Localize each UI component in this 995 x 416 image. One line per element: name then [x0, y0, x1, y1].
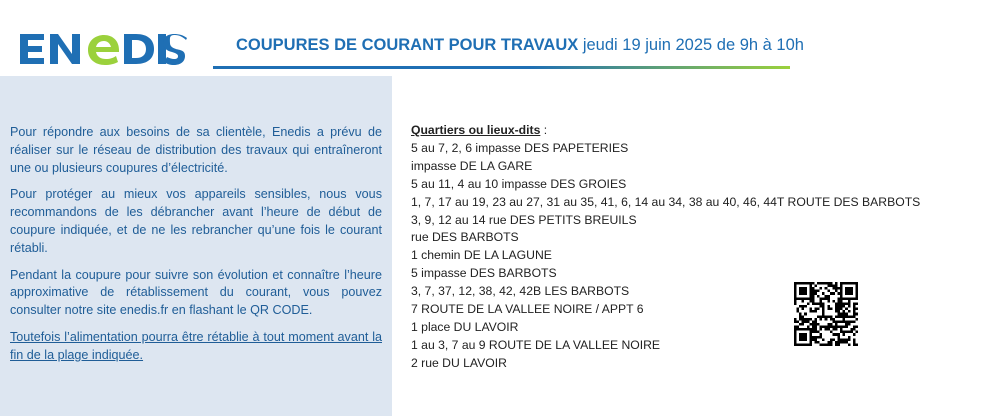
info-paragraph: Pour protéger au mieux vos appareils sensibles, nous vous recommandons de les débrancher avant l’heure de début de coupure indiquée, et de ne les rebrancher qu’une fois le courant rétabli.: [10, 187, 382, 255]
enedis-logo: [18, 28, 188, 70]
address-item: impasse DE LA GARE: [411, 158, 533, 173]
address-heading-suffix: :: [540, 123, 548, 137]
title-date: [583, 36, 804, 54]
title-date-text: jeudi 19 juin 2025 de 9h à 10h: [582, 36, 804, 54]
title-main: COUPURES DE COURANT POUR TRAVAUX: [236, 36, 579, 54]
address-item: 5 impasse DES BARBOTS: [411, 266, 557, 281]
qr-code-graphic: [794, 282, 858, 346]
address-item: 3, 9, 12 au 14 rue DES PETITS BREUILS: [411, 212, 637, 227]
address-item: 5 au 7, 2, 6 impasse DES PAPETERIES: [411, 140, 629, 155]
address-list: [411, 140, 971, 373]
address-item: 5 au 11, 4 au 10 impasse DES GROIES: [411, 176, 627, 191]
info-paragraph: Pendant la coupure pour suivre son évolution et connaître l’heure approximative de rétablissement du courant, vous pouvez consulter notre site enedis.fr en flashant le QR CODE.: [10, 267, 382, 318]
info-paragraph: Pour répondre aux besoins de sa clientèle, Enedis a prévu de réaliser sur le réseau de distribution des travaux qui entraîneront une ou plusieurs coupures d’électricité.: [10, 125, 382, 175]
address-item: 1 chemin DE LA LAGUNE: [411, 248, 552, 263]
qr-code[interactable]: [794, 282, 858, 346]
info-panel: [0, 76, 392, 416]
info-note: Toutefois l’alimentation pourra être rétablie à tout moment avant la fin de la plage indiquée.: [10, 329, 382, 362]
info-text: [10, 124, 382, 374]
title-underline: [213, 66, 790, 69]
address-heading-line: [411, 122, 971, 140]
address-item: 1, 7, 17 au 19, 23 au 27, 31 au 35, 41, 6, 14 au 34, 38 au 40, 46, 44T ROUTE DES BARBOTS: [411, 194, 921, 209]
page-title: [236, 36, 804, 55]
address-item: 2 rue DU LAVOIR: [411, 355, 507, 370]
address-item: 1 place DU LAVOIR: [411, 319, 519, 334]
address-item: 1 au 3, 7 au 9 ROUTE DE LA VALLEE NOIRE: [411, 337, 661, 352]
address-heading: Quartiers ou lieux-dits: [411, 123, 541, 137]
address-item: 7 ROUTE DE LA VALLEE NOIRE / APPT 6: [411, 302, 644, 317]
enedis-logo-graphic: [18, 28, 188, 70]
address-item: 3, 7, 37, 12, 38, 42, 42B LES BARBOTS: [411, 284, 630, 299]
address-section: [411, 122, 971, 373]
address-item: rue DES BARBOTS: [411, 230, 519, 245]
